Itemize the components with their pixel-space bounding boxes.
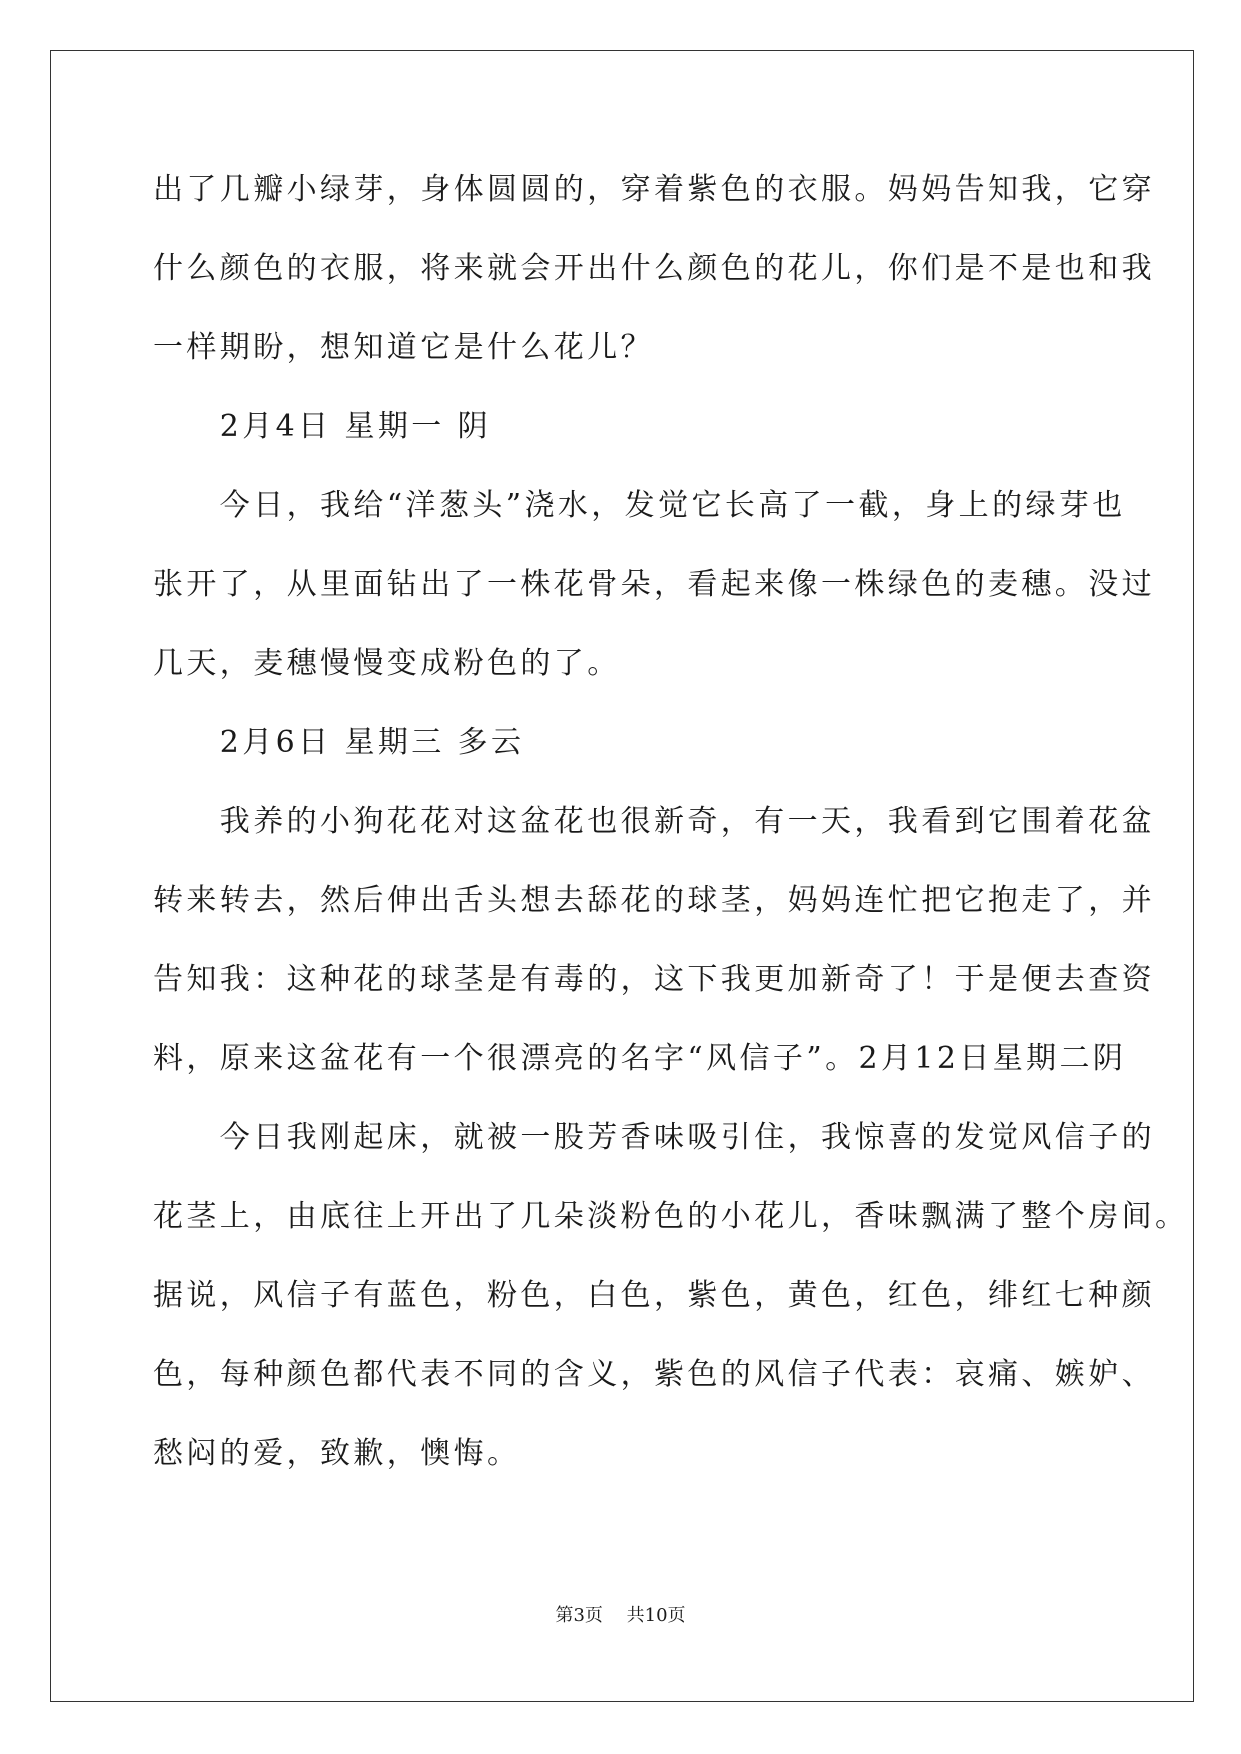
text-line: 什么颜色的衣服，将来就会开出什么颜色的花儿，你们是不是也和我 xyxy=(153,251,1155,286)
text-line: 一样期盼，想知道它是什么花儿？ xyxy=(153,330,654,365)
text-line: 据说，风信子有蓝色，粉色，白色，紫色，黄色，红色，绯红七种颜 xyxy=(153,1278,1155,1313)
text-line: 愁闷的爱，致歉，懊悔。 xyxy=(153,1436,521,1471)
date-heading: 2月4日 星期一 阴 xyxy=(153,409,492,444)
text-line: 花茎上，由底往上开出了几朵淡粉色的小花儿，香味飘满了整个房间。 xyxy=(153,1199,1189,1234)
text-line: 转来转去，然后伸出舌头想去舔花的球茎，妈妈连忙把它抱走了，并 xyxy=(153,883,1155,918)
text-line: 出了几瓣小绿芽，身体圆圆的，穿着紫色的衣服。妈妈告知我，它穿 xyxy=(153,172,1155,207)
date-heading: 2月6日 星期三 多云 xyxy=(153,725,525,760)
text-line: 告知我：这种花的球茎是有毒的，这下我更加新奇了！于是便去查资 xyxy=(153,962,1155,997)
text-line: 今日我刚起床，就被一股芳香味吸引住，我惊喜的发觉风信子的 xyxy=(153,1120,1155,1155)
text-line: 料，原来这盆花有一个很漂亮的名字“风信子”。2月12日星期二阴 xyxy=(153,1041,1127,1076)
text-line: 今日，我给“洋葱头”浇水，发觉它长高了一截，身上的绿芽也 xyxy=(153,488,1126,523)
text-line: 张开了，从里面钻出了一株花骨朵，看起来像一株绿色的麦穗。没过 xyxy=(153,567,1155,602)
page-number-footer: 第3页 共10页 xyxy=(555,1605,686,1626)
text-line: 我养的小狗花花对这盆花也很新奇，有一天，我看到它围着花盆 xyxy=(153,804,1155,839)
text-line: 几天，麦穗慢慢变成粉色的了。 xyxy=(153,646,621,681)
text-line: 色，每种颜色都代表不同的含义，紫色的风信子代表：哀痛、嫉妒、 xyxy=(153,1357,1155,1392)
